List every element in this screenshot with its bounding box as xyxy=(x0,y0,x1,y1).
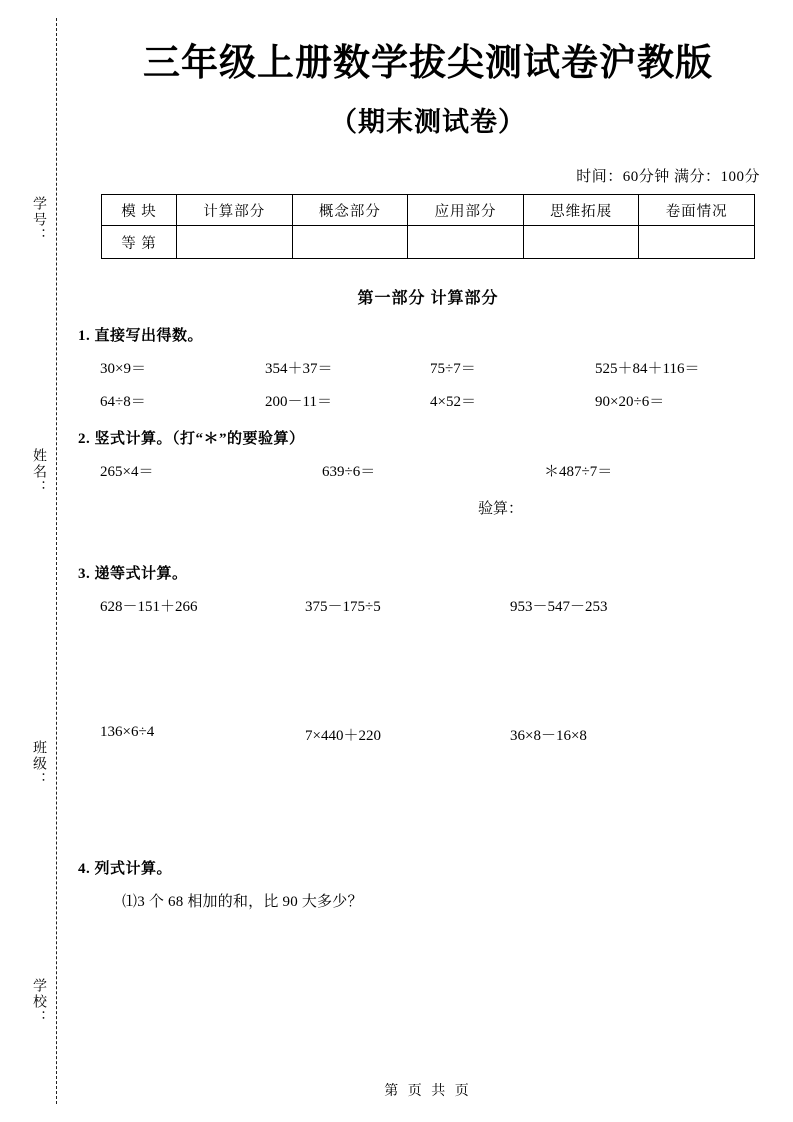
expression: 136×6÷4 xyxy=(100,724,155,741)
table-header-cell: 概念部分 xyxy=(292,195,408,226)
question-2-row-1 xyxy=(78,460,778,481)
question-3-row-1 xyxy=(78,595,778,616)
score-cell[interactable] xyxy=(177,226,293,259)
expression: 4×52＝ xyxy=(430,394,476,411)
table-header-cell: 卷面情况 xyxy=(639,195,755,226)
question-1-number: 1. xyxy=(78,328,91,345)
work-space xyxy=(78,518,778,546)
expression: 30×9＝ xyxy=(100,361,146,378)
expression: 525＋84＋116＝ xyxy=(595,361,700,378)
question-2-text: 竖式计算。（打“＊”的要验算） xyxy=(94,431,305,448)
page-title: 三年级上册数学拔尖测试卷沪教版 xyxy=(143,42,713,83)
question-1-row-2 xyxy=(78,390,778,411)
expression: 265×4＝ xyxy=(100,464,154,481)
exam-paper xyxy=(78,0,778,1122)
page-footer: 第 页 共 页 xyxy=(384,1084,472,1099)
question-1-row-1 xyxy=(78,357,778,378)
expression: 36×8－16×8 xyxy=(510,728,587,745)
table-header-cell: 思维拓展 xyxy=(523,195,639,226)
score-cell[interactable] xyxy=(639,226,755,259)
question-3-row-2 xyxy=(78,724,778,745)
binding-dashed-line xyxy=(56,18,57,1104)
expression: ＊487÷7＝ xyxy=(544,464,613,481)
expression: 953－547－253 xyxy=(510,599,608,616)
expression: 628－151＋266 xyxy=(100,599,198,616)
question-1-text: 直接写出得数。 xyxy=(94,328,204,345)
side-label-class: 班级： xyxy=(31,740,46,788)
question-2-number: 2. xyxy=(78,431,91,448)
expression: 75÷7＝ xyxy=(430,361,476,378)
question-3-heading xyxy=(78,562,778,583)
expression: 375－175÷5 xyxy=(305,599,381,616)
work-space xyxy=(78,616,778,712)
question-3-text: 递等式计算。 xyxy=(94,566,188,583)
question-4-number: 4. xyxy=(78,861,91,878)
question-2-check-note: 验算： xyxy=(478,501,524,518)
question-3-number: 3. xyxy=(78,566,91,583)
table-row-label: 等 第 xyxy=(102,226,177,259)
question-4-text: 列式计算。 xyxy=(94,861,173,878)
table-header-cell: 模 块 xyxy=(102,195,177,226)
table-header-cell: 应用部分 xyxy=(408,195,524,226)
score-table xyxy=(101,194,755,259)
score-cell[interactable] xyxy=(408,226,524,259)
part-title: 第一部分 计算部分 xyxy=(357,290,499,308)
side-label-student-number: 学号： xyxy=(31,196,46,244)
expression: 200－11＝ xyxy=(265,394,332,411)
table-header-row xyxy=(102,195,755,226)
side-label-name: 姓名： xyxy=(31,448,46,496)
question-4-heading xyxy=(78,857,778,878)
expression: 354＋37＝ xyxy=(265,361,333,378)
work-space xyxy=(78,745,778,841)
expression: 7×440＋220 xyxy=(305,728,381,745)
question-1-heading xyxy=(78,324,778,345)
side-label-school: 学校： xyxy=(31,978,46,1026)
score-cell[interactable] xyxy=(292,226,408,259)
question-2-heading xyxy=(78,427,778,448)
exam-meta: 时间：60分钟 满分：100分 xyxy=(576,169,760,186)
score-cell[interactable] xyxy=(523,226,639,259)
table-header-cell: 计算部分 xyxy=(177,195,293,226)
expression: 64÷8＝ xyxy=(100,394,146,411)
question-4-item-1: ⑴3 个 68 相加的和，比 90 大多少？ xyxy=(122,894,363,911)
page-subtitle: （期末测试卷） xyxy=(330,107,526,138)
table-row xyxy=(102,226,755,259)
expression: 639÷6＝ xyxy=(322,464,376,481)
expression: 90×20÷6＝ xyxy=(595,394,665,411)
